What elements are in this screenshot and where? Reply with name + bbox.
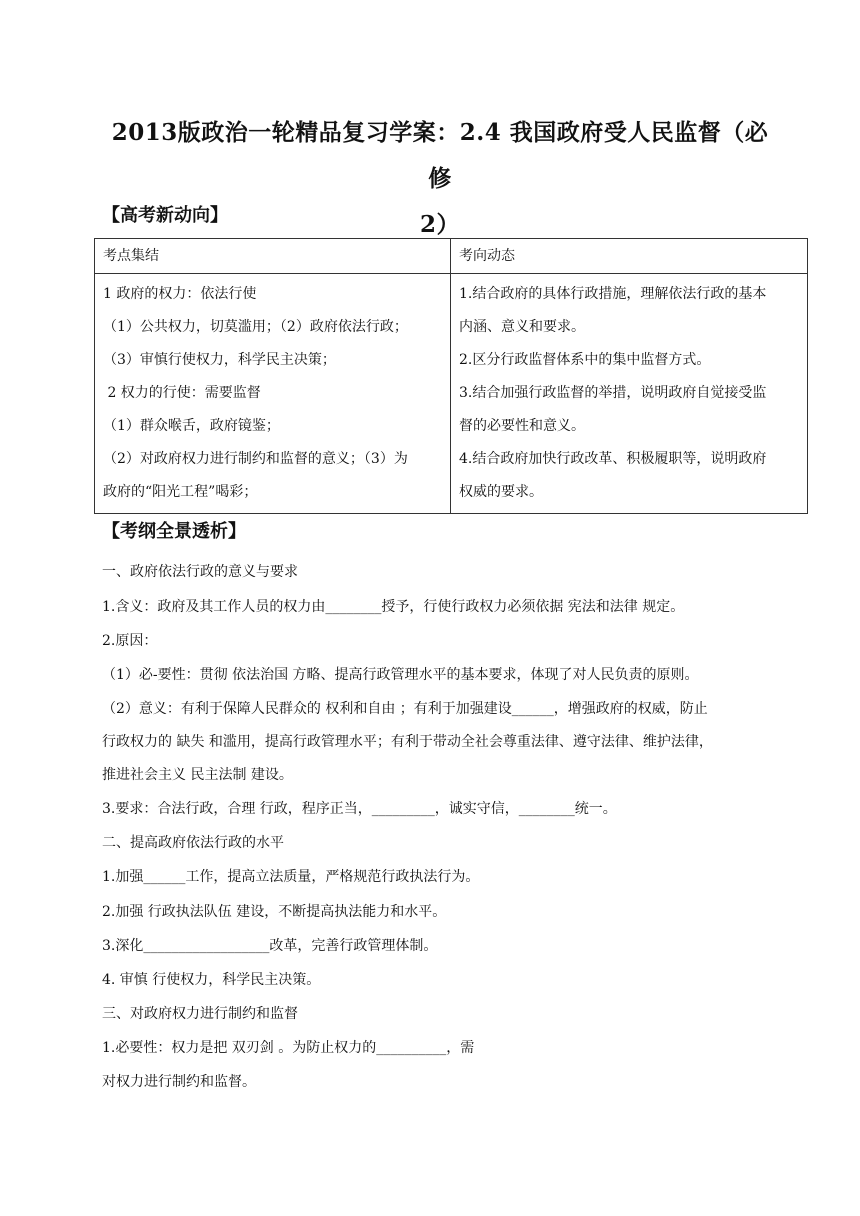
table-cell-line: 3.结合加强行政监督的举措，说明政府自觉接受监 [459,385,767,401]
body-line: 三、对政府权力进行制约和监督 [102,1006,298,1022]
body-line: 1.必要性：权力是把 双刃剑 。为防止权力的__________，需 [102,1040,475,1056]
table-cell-line: 权威的要求。 [459,484,543,500]
exam-trend-table [94,238,808,514]
body-line: 3.深化__________________改革，完善行政管理体制。 [102,938,438,954]
table-cell-trends [451,274,808,514]
table-cell-line: 督的必要性和意义。 [459,418,585,434]
table-cell-line: （3）审慎行使权力，科学民主决策； [103,352,336,368]
table-cell-line: 1.结合政府的具体行政措施，理解依法行政的基本 [459,286,767,302]
section-heading-trends: 【高考新动向】 [102,205,228,226]
table-cell-line: 1 政府的权力：依法行使 [103,286,257,302]
title-line-1: 2013版政治一轮精品复习学案：2.4 我国政府受人民监督（必修 [111,119,769,192]
table-cell-line: 2.区分行政监督体系中的集中监督方式。 [459,352,711,368]
body-line: （1）必-要性：贯彻 依法治国 方略、提高行政管理水平的基本要求，体现了对人民负责的原则。 [102,667,699,683]
body-line: 对权力进行制约和监督。 [102,1074,256,1090]
body-line: 1.含义：政府及其工作人员的权力由________授予，行使行政权力必须依据 宪法和法律 规定。 [102,599,685,615]
table-cell-line: （1）公共权力，切莫滥用；（2）政府依法行政； [103,319,408,335]
body-line: 3.要求：合法行政，合理 行政，程序正当，_________，诚实守信，________统一。 [102,801,617,817]
body-line: 2.加强 行政执法队伍 建设，不断提高执法能力和水平。 [102,904,447,920]
table-cell-line: 政府的“阳光工程”喝彩； [103,484,258,500]
table-row [95,274,808,514]
table-cell-line: 内涵、意义和要求。 [459,319,585,335]
table-cell-line: （2）对政府权力进行制约和监督的意义；（3）为 [103,451,408,467]
table-header-cell: 考向动态 [451,239,808,274]
table-header-row [95,239,808,274]
body-line: 推进社会主义 民主法制 建设。 [102,767,293,783]
body-line: 2.原因： [102,633,158,649]
body-line: 4. 审慎 行使权力，科学民主决策。 [102,972,321,988]
body-line: 行政权力的 缺失 和滥用，提高行政管理水平；有利于带动全社会尊重法律、遵守法律、维护法律， [102,734,713,750]
table-cell-line: 2 权力的行使：需要监督 [103,385,261,401]
section-heading-overview: 【考纲全景透析】 [102,521,246,542]
body-line: （2）意义：有利于保障人民群众的 权利和自由 ；有利于加强建设______，增强政府的权威，防止 [102,701,708,717]
body-line: 二、提高政府依法行政的水平 [102,835,284,851]
title-line-2: 2） [419,211,460,238]
body-line: 1.加强______工作，提高立法质量，严格规范行政执法行为。 [102,869,480,885]
table-cell-line: 4.结合政府加快行政改革、积极履职等，说明政府 [459,451,767,467]
table-cell-key-points [95,274,451,514]
body-line: 一、政府依法行政的意义与要求 [102,564,298,580]
table-header-cell: 考点集结 [95,239,451,274]
table-cell-line: （1）群众喉舌，政府镜鉴； [103,418,280,434]
